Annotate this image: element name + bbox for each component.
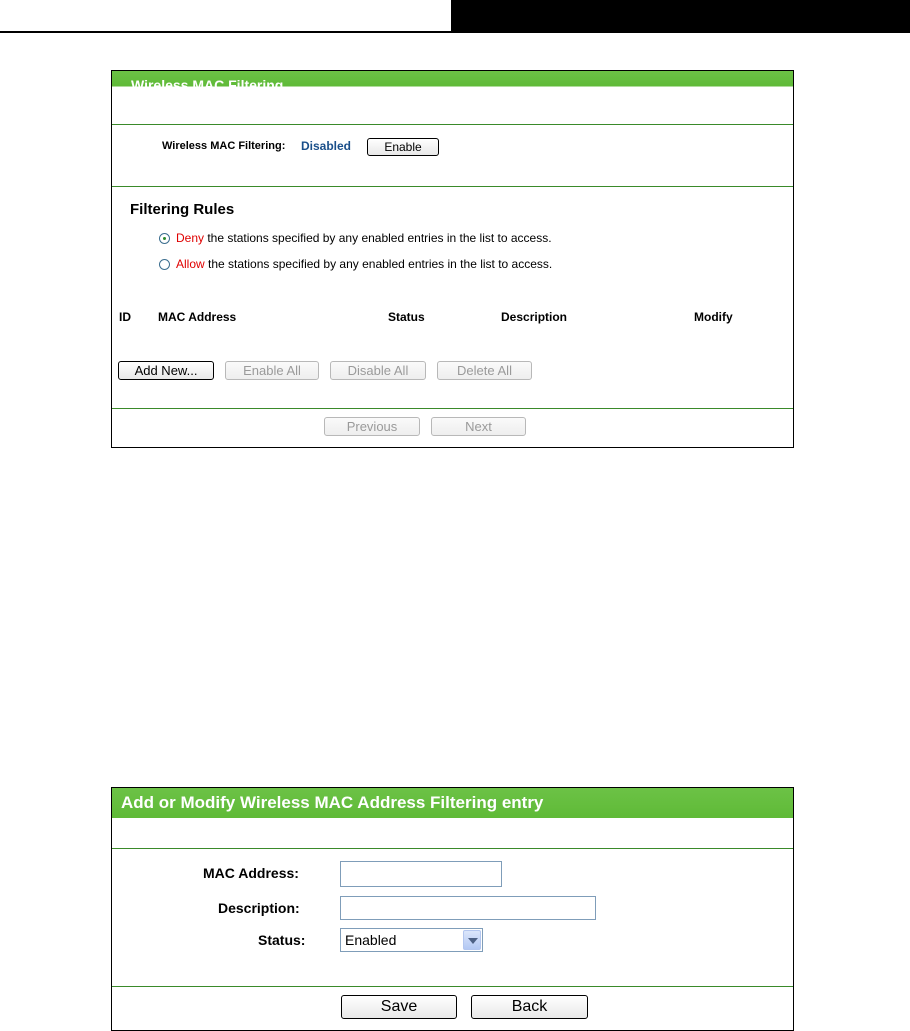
description-input[interactable]	[340, 896, 596, 920]
divider	[112, 408, 793, 409]
divider	[112, 986, 793, 987]
deny-option-label	[176, 231, 552, 245]
status-selected-value: Enabled	[345, 932, 397, 948]
header-black-bar	[451, 0, 910, 33]
divider	[112, 186, 793, 187]
status-label: Status:	[258, 932, 306, 948]
deny-word: Deny	[176, 231, 205, 245]
allow-radio[interactable]	[159, 259, 170, 270]
status-select[interactable]	[340, 928, 483, 952]
filtering-label: Wireless MAC Filtering:	[162, 140, 286, 152]
divider	[112, 124, 793, 125]
add-new-button[interactable]: Add New...	[118, 361, 214, 380]
column-header-description: Description	[501, 310, 568, 324]
add-modify-entry-panel	[111, 787, 794, 1031]
enable-button[interactable]: Enable	[367, 138, 439, 156]
mac-address-label: MAC Address:	[203, 865, 299, 881]
next-button[interactable]: Next	[431, 417, 526, 436]
delete-all-button[interactable]: Delete All	[437, 361, 532, 380]
back-button[interactable]: Back	[471, 995, 588, 1019]
enable-all-button[interactable]: Enable All	[225, 361, 319, 380]
chevron-down-icon[interactable]	[463, 930, 481, 950]
allow-word: Allow	[176, 257, 205, 271]
deny-radio[interactable]	[159, 233, 170, 244]
previous-button[interactable]: Previous	[324, 417, 420, 436]
column-header-modify: Modify	[694, 310, 733, 324]
allow-option-label	[176, 257, 552, 271]
save-button[interactable]: Save	[341, 995, 457, 1019]
column-header-mac-address: MAC Address	[158, 310, 237, 324]
divider	[112, 848, 793, 849]
filtering-rules-heading: Filtering Rules	[130, 201, 235, 218]
column-header-status: Status	[388, 310, 425, 324]
description-label: Description:	[218, 900, 300, 916]
deny-rest: the stations specified by any enabled entries in the list to access.	[204, 231, 552, 245]
panel-title: Wireless MAC Filtering	[112, 71, 793, 99]
wireless-mac-filtering-panel	[111, 70, 794, 448]
mac-address-input[interactable]	[340, 861, 502, 887]
column-header-id: ID	[119, 310, 131, 324]
panel-title: Add or Modify Wireless MAC Address Filtering entry	[112, 788, 793, 818]
allow-rest: the stations specified by any enabled entries in the list to access.	[204, 257, 553, 271]
header-rule	[0, 31, 910, 33]
filtering-status: Disabled	[301, 139, 352, 153]
disable-all-button[interactable]: Disable All	[330, 361, 426, 380]
